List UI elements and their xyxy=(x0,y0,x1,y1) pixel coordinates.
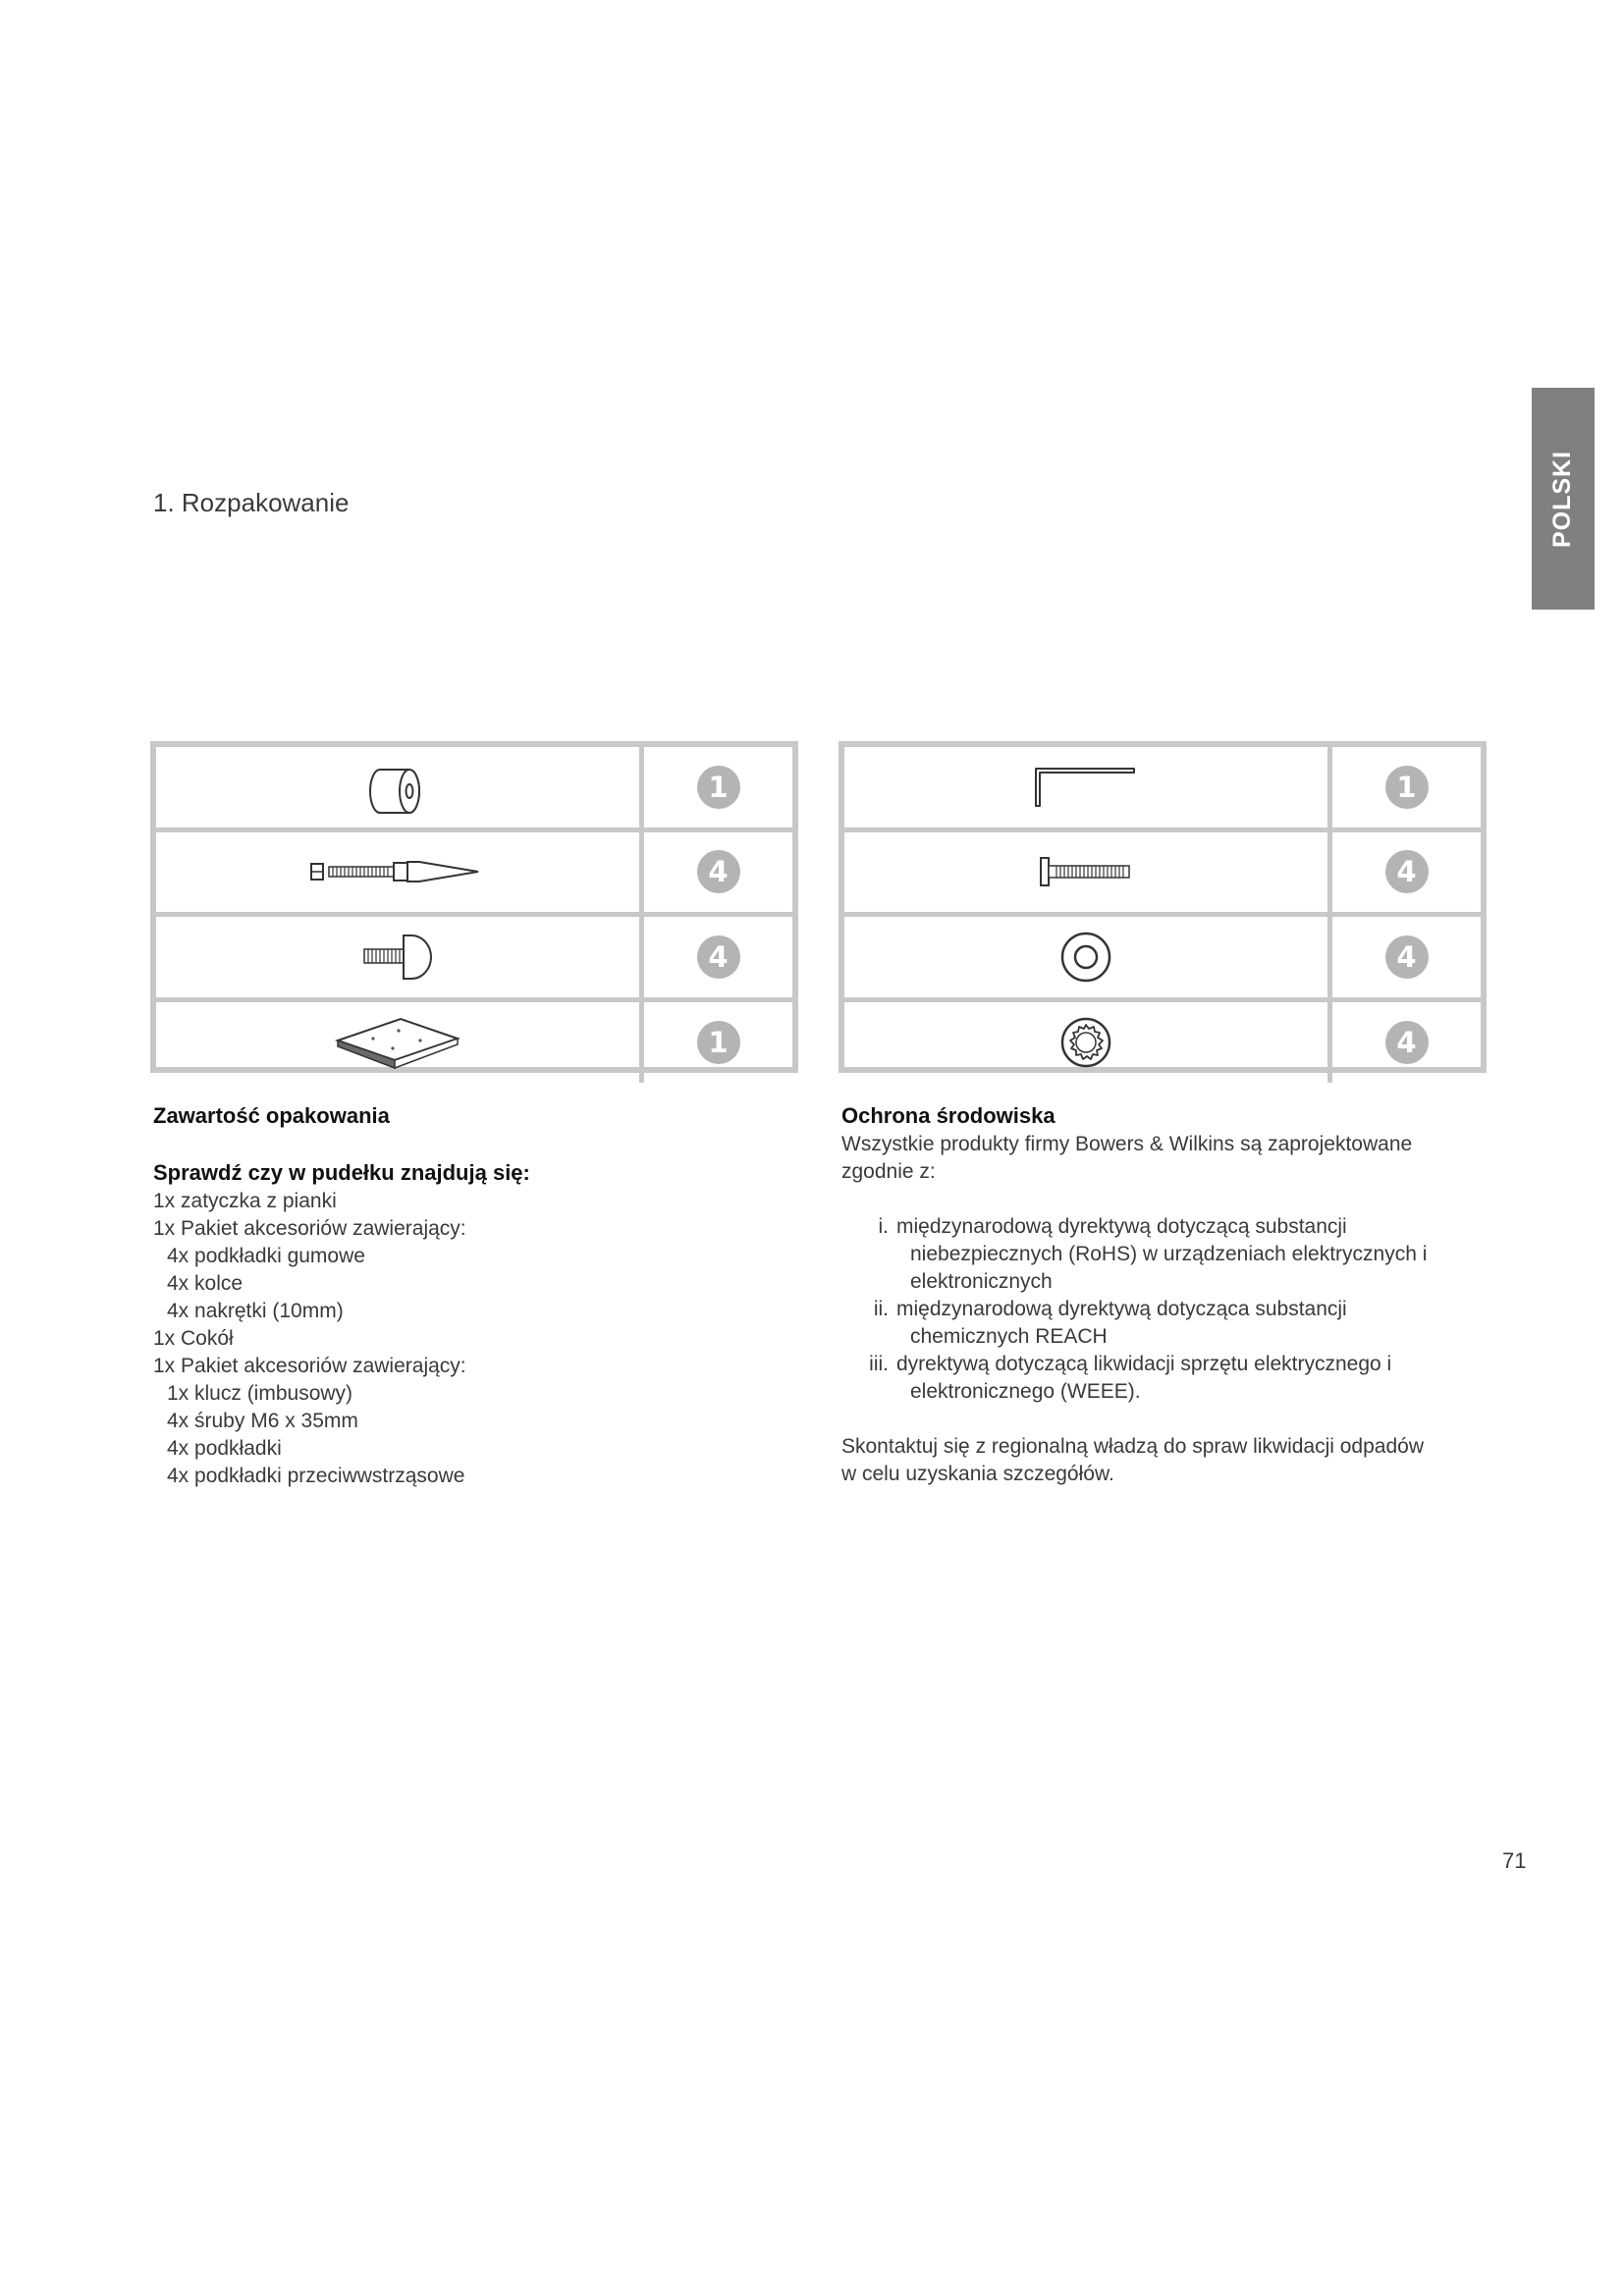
hex-key-icon xyxy=(1032,763,1140,812)
quantity-badge: 4 xyxy=(1385,935,1429,979)
environment-contact: Skontaktuj się z regionalną władzą do spraw likwidacji odpadów xyxy=(841,1435,1424,1458)
quantity-cell xyxy=(1332,747,1481,828)
quantity-badge: 4 xyxy=(697,935,740,979)
shakeproof-washer-icon xyxy=(1056,1013,1115,1072)
part-image-cell xyxy=(156,1002,644,1083)
quantity-badge: 1 xyxy=(697,1021,740,1064)
parts-table-right xyxy=(839,741,1487,1073)
quantity-badge: 1 xyxy=(1385,766,1429,809)
rubber-foot-icon xyxy=(358,928,437,987)
contents-line: 1x klucz (imbusowy) xyxy=(167,1382,353,1405)
parts-row xyxy=(156,747,792,832)
environment-heading: Ochrona środowiska xyxy=(841,1103,1056,1128)
bolt-icon xyxy=(1037,854,1135,889)
part-image-cell xyxy=(844,747,1332,828)
directive-item xyxy=(841,1213,1489,1296)
contents-line: 1x Cokół xyxy=(153,1327,234,1350)
plinth-icon xyxy=(334,1011,461,1074)
contents-line: 4x śruby M6 x 35mm xyxy=(167,1410,358,1432)
directive-item xyxy=(841,1351,1489,1406)
quantity-cell xyxy=(644,747,792,828)
parts-row xyxy=(844,917,1481,1002)
quantity-badge: 4 xyxy=(1385,1021,1429,1064)
part-image-cell xyxy=(844,917,1332,997)
contents-line: 1x zatyczka z pianki xyxy=(153,1190,337,1212)
environment-contact: w celu uzyskania szczegółów. xyxy=(841,1463,1114,1485)
part-image-cell xyxy=(156,747,644,828)
directive-text: elektronicznych xyxy=(910,1270,1053,1293)
parts-row xyxy=(844,832,1481,918)
page-number: 71 xyxy=(1502,1848,1527,1873)
directive-text: elektronicznego (WEEE). xyxy=(910,1380,1141,1403)
directive-number: i. xyxy=(878,1215,889,1238)
package-contents xyxy=(153,1101,782,1490)
part-image-cell xyxy=(844,1002,1332,1083)
contents-subheading: Sprawdź czy w pudełku znajdują się: xyxy=(153,1160,530,1185)
foam-bung-icon xyxy=(358,758,437,817)
parts-row xyxy=(844,747,1481,832)
parts-row xyxy=(156,832,792,918)
contents-line: 4x podkładki przeciwwstrząsowe xyxy=(167,1465,465,1487)
washer-icon xyxy=(1056,928,1115,987)
quantity-cell xyxy=(644,917,792,997)
environment-intro: zgodnie z: xyxy=(841,1160,936,1183)
quantity-cell xyxy=(1332,917,1481,997)
quantity-badge: 4 xyxy=(697,850,740,893)
parts-row xyxy=(844,1002,1481,1083)
environment-section xyxy=(841,1101,1489,1488)
part-image-cell xyxy=(156,917,644,997)
contents-line: 4x kolce xyxy=(167,1272,244,1295)
directive-item xyxy=(841,1296,1489,1351)
directive-number: ii. xyxy=(873,1298,889,1320)
section-title: 1. Rozpakowanie xyxy=(153,488,350,517)
part-image-cell xyxy=(156,832,644,913)
spike-nut-icon xyxy=(309,857,486,886)
directive-text: niebezpiecznych (RoHS) w urządzeniach elektrycznych i xyxy=(910,1243,1428,1265)
language-tab xyxy=(1532,388,1595,610)
directive-text: dyrektywą dotyczącą likwidacji sprzętu elektrycznego i xyxy=(896,1353,1392,1375)
quantity-cell xyxy=(644,1002,792,1083)
part-image-cell xyxy=(844,832,1332,913)
quantity-cell xyxy=(1332,832,1481,913)
language-tab-label: POLSKI xyxy=(1548,450,1577,548)
contents-heading: Zawartość opakowania xyxy=(153,1103,390,1128)
contents-line: 4x nakrętki (10mm) xyxy=(167,1300,344,1322)
parts-table-left xyxy=(150,741,798,1073)
quantity-cell xyxy=(1332,1002,1481,1083)
directive-text: międzynarodową dyrektywą dotycząca substancji xyxy=(896,1298,1347,1320)
contents-line: 1x Pakiet akcesoriów zawierający: xyxy=(153,1355,466,1377)
quantity-badge: 1 xyxy=(697,766,740,809)
directive-text: międzynarodową dyrektywą dotyczącą substancji xyxy=(896,1215,1347,1238)
contents-line: 4x podkładki xyxy=(167,1437,282,1460)
quantity-cell xyxy=(644,832,792,913)
directive-number: iii. xyxy=(869,1353,889,1375)
quantity-badge: 4 xyxy=(1385,850,1429,893)
parts-row xyxy=(156,1002,792,1083)
directive-text: chemicznych REACH xyxy=(910,1325,1108,1348)
contents-line: 4x podkładki gumowe xyxy=(167,1245,365,1267)
parts-row xyxy=(156,917,792,1002)
environment-intro: Wszystkie produkty firmy Bowers & Wilkins są zaprojektowane xyxy=(841,1133,1413,1155)
contents-line: 1x Pakiet akcesoriów zawierający: xyxy=(153,1217,466,1240)
